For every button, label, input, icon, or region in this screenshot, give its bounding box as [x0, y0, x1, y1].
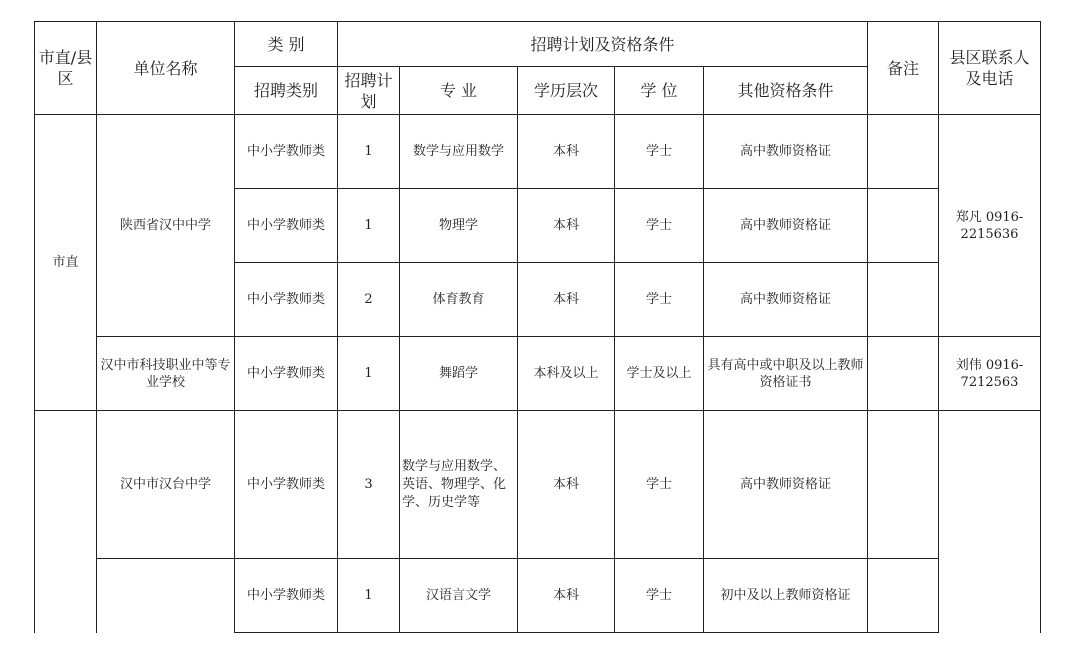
major-cell: 物理学 — [400, 189, 518, 263]
header-unit-name: 单位名称 — [97, 22, 235, 115]
contact-cell — [939, 411, 1041, 633]
contact-cell: 刘伟 0916-7212563 — [939, 337, 1041, 411]
education-cell: 本科及以上 — [518, 337, 615, 411]
table-row — [35, 337, 1041, 411]
recruit-type-cell: 中小学教师类 — [235, 411, 338, 559]
plan-count-cell: 2 — [338, 263, 400, 337]
degree-cell: 学士 — [615, 263, 704, 337]
header-other: 其他资格条件 — [704, 67, 868, 115]
table-row — [35, 411, 1041, 559]
major-cell: 舞蹈学 — [400, 337, 518, 411]
recruit-type-cell: 中小学教师类 — [235, 559, 338, 633]
header-plan-count: 招聘计划 — [338, 67, 400, 115]
header-remarks: 备注 — [868, 22, 939, 115]
unit-name-cell: 汉中市汉台中学 — [97, 411, 235, 559]
remarks-cell — [868, 411, 939, 559]
other-requirements-cell: 高中教师资格证 — [704, 411, 868, 559]
region-cell — [35, 411, 97, 633]
contact-cell: 郑凡 0916-2215636 — [939, 115, 1041, 337]
other-requirements-cell: 具有高中或中职及以上教师资格证书 — [704, 337, 868, 411]
major-cell: 汉语言文学 — [400, 559, 518, 633]
recruitment-table — [34, 21, 1041, 633]
header-row-1 — [35, 22, 1041, 67]
other-requirements-cell: 高中教师资格证 — [704, 263, 868, 337]
plan-count-cell: 1 — [338, 337, 400, 411]
recruit-type-cell: 中小学教师类 — [235, 263, 338, 337]
degree-cell: 学士 — [615, 115, 704, 189]
remarks-cell — [868, 115, 939, 189]
header-region: 市直/县区 — [35, 22, 97, 115]
education-cell: 本科 — [518, 189, 615, 263]
degree-cell: 学士 — [615, 559, 704, 633]
table-row — [35, 115, 1041, 189]
other-requirements-cell: 初中及以上教师资格证 — [704, 559, 868, 633]
header-recruit-type: 招聘类别 — [235, 67, 338, 115]
remarks-cell — [868, 337, 939, 411]
table-row — [35, 559, 1041, 633]
remarks-cell — [868, 263, 939, 337]
education-cell: 本科 — [518, 115, 615, 189]
header-plan-group: 招聘计划及资格条件 — [338, 22, 868, 67]
header-education: 学历层次 — [518, 67, 615, 115]
major-cell: 数学与应用数学 — [400, 115, 518, 189]
plan-count-cell: 1 — [338, 189, 400, 263]
plan-count-cell: 1 — [338, 115, 400, 189]
recruit-type-cell: 中小学教师类 — [235, 189, 338, 263]
education-cell: 本科 — [518, 559, 615, 633]
region-cell: 市直 — [35, 115, 97, 411]
other-requirements-cell: 高中教师资格证 — [704, 189, 868, 263]
major-cell: 体育教育 — [400, 263, 518, 337]
unit-name-cell: 陕西省汉中中学 — [97, 115, 235, 337]
header-category-group: 类 别 — [235, 22, 338, 67]
degree-cell: 学士 — [615, 411, 704, 559]
education-cell: 本科 — [518, 263, 615, 337]
remarks-cell — [868, 559, 939, 633]
header-major: 专 业 — [400, 67, 518, 115]
degree-cell: 学士及以上 — [615, 337, 704, 411]
degree-cell: 学士 — [615, 189, 704, 263]
header-contact: 县区联系人及电话 — [939, 22, 1041, 115]
other-requirements-cell: 高中教师资格证 — [704, 115, 868, 189]
unit-name-cell — [97, 559, 235, 633]
recruit-type-cell: 中小学教师类 — [235, 115, 338, 189]
header-degree: 学 位 — [615, 67, 704, 115]
unit-name-cell: 汉中市科技职业中等专业学校 — [97, 337, 235, 411]
plan-count-cell: 3 — [338, 411, 400, 559]
plan-count-cell: 1 — [338, 559, 400, 633]
education-cell: 本科 — [518, 411, 615, 559]
major-cell: 数学与应用数学、英语、物理学、化学、历史学等 — [400, 411, 518, 559]
remarks-cell — [868, 189, 939, 263]
recruit-type-cell: 中小学教师类 — [235, 337, 338, 411]
